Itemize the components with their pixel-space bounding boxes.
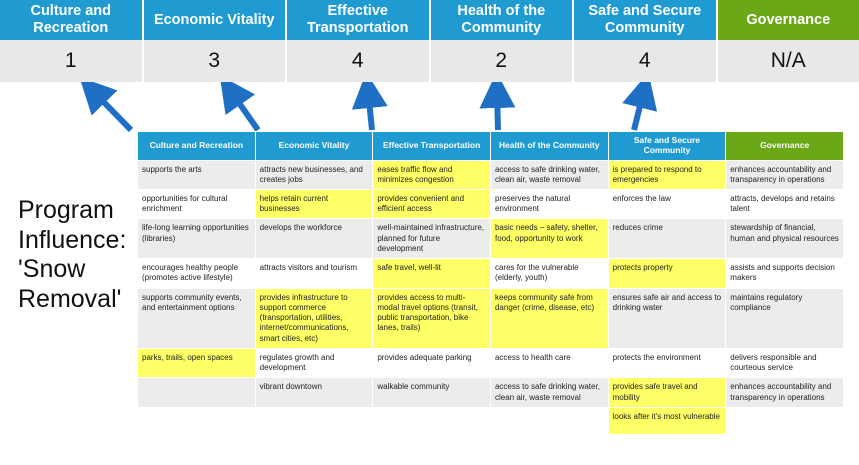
matrix-cell: attracts new businesses, and creates jobs <box>255 160 373 189</box>
matrix-cell: keeps community safe from danger (crime, disease, etc) <box>490 288 608 348</box>
arrow-icon-health <box>497 90 498 130</box>
matrix-cell: provides safe travel and mobility <box>608 378 726 407</box>
matrix-cell: enforces the law <box>608 190 726 219</box>
matrix-cell: enhances accountability and transparency in operations <box>726 378 844 407</box>
matrix-col-health-community: Health of the Community <box>490 132 608 161</box>
arrow-icon-safe-secure <box>634 90 644 130</box>
matrix-cell: eases traffic flow and minimizes congestion <box>373 160 491 189</box>
matrix-cell: provides adequate parking <box>373 348 491 377</box>
caption-line-4: Removal' <box>18 284 122 313</box>
table-row <box>138 288 844 348</box>
matrix-cell <box>490 407 608 434</box>
score-culture-recreation: 1 <box>0 40 144 82</box>
matrix-cell: protects property <box>608 259 726 288</box>
matrix-cell: provides convenient and efficient access <box>373 190 491 219</box>
matrix-cell: delivers responsible and courteous service <box>726 348 844 377</box>
table-row <box>138 348 844 377</box>
matrix-cell: access to health care <box>490 348 608 377</box>
matrix-col-effective-transportation: Effective Transportation <box>373 132 491 161</box>
matrix-cell: life-long learning opportunities (libraries) <box>138 219 256 259</box>
matrix-body <box>138 160 844 434</box>
matrix-cell: protects the environment <box>608 348 726 377</box>
matrix-cell: helps retain current businesses <box>255 190 373 219</box>
matrix-col-governance: Governance <box>726 132 844 161</box>
pillar-header-economic-vitality: Economic Vitality <box>144 0 288 40</box>
matrix-cell: well-maintained infrastructure, planned for future development <box>373 219 491 259</box>
matrix-cell: provides access to multi-modal travel options (transit, public transportation, bike lanes, trails) <box>373 288 491 348</box>
pillar-header-band <box>0 0 859 40</box>
matrix-col-culture-recreation: Culture and Recreation <box>138 132 256 161</box>
table-row <box>138 378 844 407</box>
table-row <box>138 190 844 219</box>
score-safe-secure-community: 4 <box>574 40 718 82</box>
matrix-cell: preserves the natural environment <box>490 190 608 219</box>
matrix-cell: walkable community <box>373 378 491 407</box>
matrix-cell: develops the workforce <box>255 219 373 259</box>
matrix-cell: supports community events, and entertainment options <box>138 288 256 348</box>
matrix-cell: parks, trails, open spaces <box>138 348 256 377</box>
caption-line-3: 'Snow <box>18 255 86 283</box>
matrix-cell: opportunities for cultural enrichment <box>138 190 256 219</box>
matrix-cell: encourages healthy people (promotes active lifestyle) <box>138 259 256 288</box>
pillar-header-safe-secure-community: Safe and Secure Community <box>574 0 718 40</box>
matrix-cell: attracts visitors and tourism <box>255 259 373 288</box>
matrix-cell: regulates growth and development <box>255 348 373 377</box>
table-row <box>138 407 844 434</box>
matrix-cell <box>726 407 844 434</box>
matrix-cell: looks after it's most vulnerable <box>608 407 726 434</box>
matrix-cell: provides infrastructure to support commerce (transportation, utilities, internet/communications, smart cities, etc) <box>255 288 373 348</box>
matrix-cell: supports the arts <box>138 160 256 189</box>
score-band <box>0 40 859 82</box>
table-row <box>138 259 844 288</box>
matrix-cell: access to safe drinking water, clean air, waste removal <box>490 160 608 189</box>
pillar-header-culture-recreation: Culture and Recreation <box>0 0 144 40</box>
matrix-cell: attracts, develops and retains talent <box>726 190 844 219</box>
matrix-cell: cares for the vulnerable (elderly, youth) <box>490 259 608 288</box>
pillar-header-governance: Governance <box>718 0 859 40</box>
matrix-cell: ensures safe air and access to drinking water <box>608 288 726 348</box>
matrix-cell: basic needs – safety, shelter, food, opportunity to work <box>490 219 608 259</box>
arrow-icon-economic <box>230 90 258 130</box>
pillar-header-health-community: Health of the Community <box>431 0 575 40</box>
pillar-header-effective-transportation: Effective Transportation <box>287 0 431 40</box>
outcomes-matrix <box>137 131 844 435</box>
arrow-icon-culture <box>92 90 131 130</box>
matrix-cell: reduces crime <box>608 219 726 259</box>
score-governance: N/A <box>770 49 806 72</box>
matrix-col-economic-vitality: Economic Vitality <box>255 132 373 161</box>
arrow-group <box>0 82 859 134</box>
caption-line-2: Influence: <box>18 225 127 254</box>
matrix-cell: stewardship of financial, human and physical resources <box>726 219 844 259</box>
matrix-col-safe-secure-community: Safe and Secure Community <box>608 132 726 161</box>
matrix-cell: access to safe drinking water, clean air, waste removal <box>490 378 608 407</box>
matrix-cell: enhances accountability and transparency in operations <box>726 160 844 189</box>
matrix-cell <box>373 407 491 434</box>
table-row <box>138 160 844 189</box>
arrow-icon-transportation <box>368 90 372 130</box>
matrix-header-row <box>138 132 844 161</box>
matrix-cell <box>138 407 256 434</box>
score-economic-vitality: 3 <box>144 40 288 82</box>
matrix-cell: maintains regulatory compliance <box>726 288 844 348</box>
caption-line-1: Program <box>18 196 114 224</box>
matrix-cell <box>138 378 256 407</box>
matrix-cell <box>255 407 373 434</box>
matrix-cell: is prepared to respond to emergencies <box>608 160 726 189</box>
score-effective-transportation: 4 <box>287 40 431 82</box>
matrix-cell: vibrant downtown <box>255 378 373 407</box>
score-health-community: 2 <box>431 40 575 82</box>
matrix-cell: assists and supports decision makers <box>726 259 844 288</box>
matrix-cell: safe travel, well-lit <box>373 259 491 288</box>
caption-program-influence <box>18 196 138 314</box>
table-row <box>138 219 844 259</box>
